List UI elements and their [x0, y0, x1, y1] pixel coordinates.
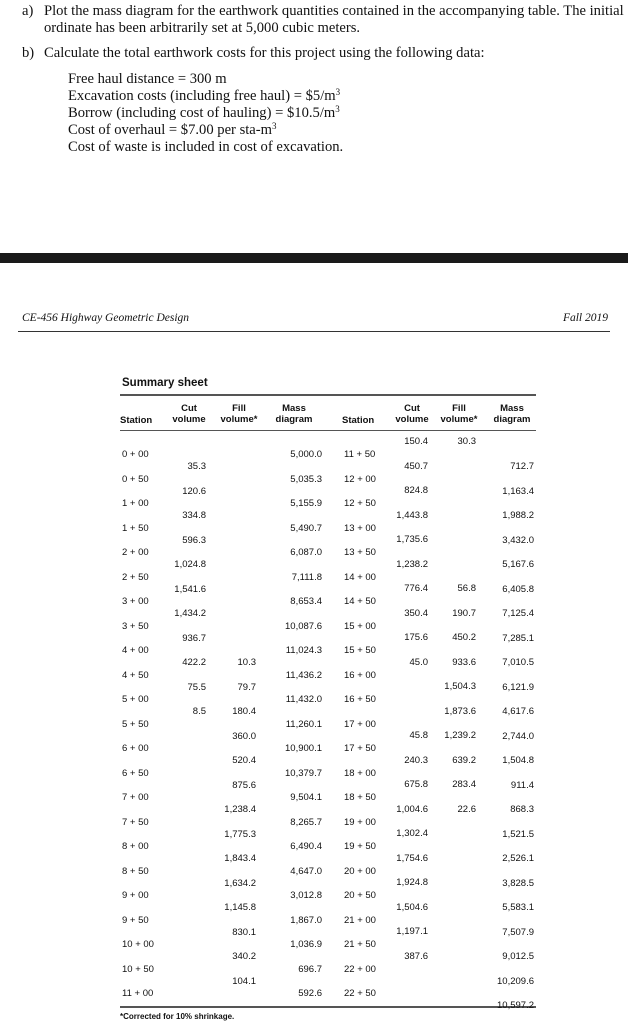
mass-right: 6,121.9: [502, 681, 534, 693]
summary-sheet-title: Summary sheet: [122, 377, 208, 389]
cost-data-text: Cost of overhaul = $7.00 per sta-m: [68, 122, 272, 138]
mass-right: 1,988.2: [502, 510, 534, 522]
cut-right: 45.8: [409, 730, 428, 741]
station-right: 17 + 00: [344, 718, 376, 730]
fill-left: 180.4: [232, 706, 256, 718]
mass-left: 5,035.3: [290, 473, 322, 485]
mass-left: 5,155.9: [290, 498, 322, 509]
mass-left: 10,087.6: [285, 620, 322, 632]
fill-right: 190.7: [452, 607, 476, 619]
station-left: 5 + 00: [122, 694, 149, 705]
mass-left: 1,867.0: [290, 914, 322, 926]
cut-right: 1,735.6: [396, 534, 428, 545]
station-left: 9 + 00: [122, 890, 149, 901]
station-left: 10 + 50: [122, 963, 154, 975]
cut-right: 1,302.4: [396, 828, 428, 839]
fill-right: 30.3: [457, 436, 476, 447]
mass-right: 9,012.5: [502, 951, 534, 963]
cut-left: 936.7: [182, 632, 206, 644]
page-divider-bar: [0, 253, 628, 263]
fill-left: 520.4: [232, 755, 256, 767]
station-right: 12 + 00: [344, 473, 376, 485]
station-left: 0 + 00: [122, 449, 149, 460]
mass-left: 8,265.7: [290, 816, 322, 828]
table-footnote: *Corrected for 10% shrinkage.: [120, 1012, 235, 1021]
station-left: 10 + 00: [122, 939, 154, 950]
mass-right: 10,597.2: [497, 1000, 534, 1012]
cut-right: 240.3: [404, 754, 428, 766]
mass-right: 2,744.0: [502, 730, 534, 742]
station-left: 8 + 00: [122, 841, 149, 852]
mass-left: 11,260.1: [285, 718, 322, 730]
cut-right: 675.8: [404, 779, 428, 790]
fill-right: 1,873.6: [444, 705, 476, 717]
station-left: 11 + 00: [122, 988, 154, 999]
station-left: 0 + 50: [122, 473, 149, 485]
station-right: 19 + 50: [344, 841, 376, 852]
header-cut-left-line1: Cut: [181, 403, 197, 414]
term-label: Fall 2019: [562, 312, 608, 324]
cut-right: 824.8: [404, 485, 428, 496]
cost-data-line: [68, 71, 343, 88]
station-right: 15 + 50: [344, 645, 376, 656]
station-left: 1 + 00: [122, 498, 149, 509]
fill-left: 830.1: [232, 926, 256, 938]
cost-data-text: Free haul distance = 300 m: [68, 71, 227, 87]
station-left: 3 + 00: [122, 596, 149, 607]
header-mass-left: [262, 403, 326, 425]
station-right: 14 + 50: [344, 596, 376, 607]
fill-left: 1,238.4: [224, 804, 256, 816]
mass-left: 5,000.0: [290, 449, 322, 460]
mass-left: 6,490.4: [290, 841, 322, 852]
mass-right: 2,526.1: [502, 853, 534, 865]
station-right: 22 + 50: [344, 988, 376, 999]
cut-right: 45.0: [409, 656, 428, 668]
cost-data-text: Borrow (including cost of hauling) = $10.5/m: [68, 105, 336, 121]
header-fill-left: [214, 403, 264, 425]
cut-left: 334.8: [182, 510, 206, 522]
mass-right: 6,405.8: [502, 583, 534, 595]
header-mass-left-line2: diagram: [275, 414, 313, 425]
mass-right: 712.7: [510, 461, 534, 473]
mass-left: 8,653.4: [290, 596, 322, 607]
fill-left: 1,145.8: [224, 902, 256, 914]
station-right: 15 + 00: [344, 620, 376, 632]
fill-right: 933.6: [452, 656, 476, 668]
mass-right: 5,583.1: [502, 902, 534, 914]
cost-data-line: [68, 122, 343, 139]
station-right: 13 + 00: [344, 522, 376, 534]
cost-data-list: [68, 71, 343, 156]
cost-data-line: [68, 88, 343, 105]
station-right: 16 + 50: [344, 694, 376, 705]
table-bottom-rule: [120, 1006, 536, 1008]
cut-right: 150.4: [404, 436, 428, 447]
cut-right: 776.4: [404, 583, 428, 594]
station-right: 21 + 00: [344, 914, 376, 926]
cut-right: 175.6: [404, 632, 428, 643]
fill-right: 639.2: [452, 754, 476, 766]
header-cut-right-line1: Cut: [404, 403, 420, 414]
fill-right: 450.2: [452, 632, 476, 643]
cut-left: 35.3: [187, 461, 206, 473]
station-left: 9 + 50: [122, 914, 149, 926]
header-cut-right: [390, 403, 434, 425]
cost-data-text: Cost of waste is included in cost of excavation.: [68, 139, 344, 155]
mass-left: 6,087.0: [290, 547, 322, 558]
station-left: 4 + 00: [122, 645, 149, 656]
mass-left: 3,012.8: [290, 890, 322, 901]
mass-left: 10,379.7: [285, 767, 322, 779]
station-right: 12 + 50: [344, 498, 376, 509]
cut-right: 1,924.8: [396, 877, 428, 888]
fill-left: 1,634.2: [224, 877, 256, 889]
cut-left: 1,434.2: [174, 608, 206, 620]
mass-right: 911.4: [510, 779, 534, 791]
header-fill-left-line1: Fill: [232, 403, 246, 414]
header-cut-left-line2: volume: [172, 414, 206, 425]
cut-right: 450.7: [404, 460, 428, 472]
header-cut-left: [164, 403, 214, 425]
mass-right: 10,209.6: [497, 975, 534, 987]
cut-right: 1,504.6: [396, 901, 428, 913]
cut-right: 1,443.8: [396, 509, 428, 521]
header-cut-right-line2: volume: [395, 414, 429, 425]
mass-left: 592.6: [298, 988, 322, 999]
header-mass-right: [488, 403, 536, 425]
cut-left: 75.5: [187, 681, 206, 693]
cost-data-superscript: 3: [272, 121, 277, 131]
cut-left: 1,024.8: [174, 559, 206, 571]
station-left: 5 + 50: [122, 718, 149, 730]
mass-left: 5,490.7: [290, 522, 322, 534]
station-left: 3 + 50: [122, 620, 149, 632]
mass-right: 7,507.9: [502, 926, 534, 938]
cut-right: 387.6: [404, 950, 428, 962]
station-right: 21 + 50: [344, 939, 376, 950]
mass-left: 696.7: [298, 963, 322, 975]
cost-data-line: [68, 105, 343, 122]
station-right: 18 + 00: [344, 767, 376, 779]
fill-left: 1,775.3: [224, 828, 256, 840]
mass-right: 1,504.8: [502, 755, 534, 767]
station-left: 8 + 50: [122, 865, 149, 877]
fill-right: 1,504.3: [444, 681, 476, 692]
mass-left: 1,036.9: [290, 939, 322, 950]
mass-right: 3,432.0: [502, 534, 534, 546]
mass-right: 5,167.6: [502, 559, 534, 571]
cut-left: 120.6: [182, 485, 206, 497]
cut-right: 350.4: [404, 607, 428, 619]
mass-left: 11,432.0: [285, 694, 322, 705]
fill-right: 22.6: [457, 803, 476, 815]
mass-right: 3,828.5: [502, 877, 534, 889]
fill-left: 1,843.4: [224, 853, 256, 865]
fill-left: 104.1: [232, 975, 256, 987]
cut-left: 596.3: [182, 534, 206, 546]
cut-left: 8.5: [192, 706, 206, 718]
part-b-text: Calculate the total earthwork costs for this project using the following data:: [44, 45, 485, 61]
station-right: 20 + 50: [344, 890, 376, 901]
cut-right: 1,754.6: [396, 852, 428, 864]
station-right: 11 + 50: [344, 449, 376, 460]
station-left: 7 + 00: [122, 792, 149, 803]
station-right: 22 + 00: [344, 963, 376, 975]
part-b-label: b): [22, 45, 35, 61]
cut-right: 1,197.1: [396, 926, 428, 937]
header-fill-right-line1: Fill: [452, 403, 466, 414]
part-a-text: Plot the mass diagram for the earthwork quantities contained in the accompanying table. The initial ordinate has been arbitrarily set at 5,000 cubic meters.: [44, 3, 624, 36]
mass-right: 1,163.4: [502, 485, 534, 497]
header-fill-right: [434, 403, 484, 425]
mass-left: 9,504.1: [290, 792, 322, 803]
cost-data-superscript: 3: [335, 104, 340, 114]
fill-left: 79.7: [237, 681, 256, 693]
cost-data-superscript: 3: [335, 87, 341, 97]
mass-left: 11,436.2: [285, 669, 322, 681]
cut-right: 1,238.2: [396, 558, 428, 570]
cut-left: 422.2: [182, 657, 206, 669]
mass-left: 11,024.3: [285, 645, 322, 656]
station-right: 20 + 00: [344, 865, 376, 877]
station-right: 13 + 50: [344, 547, 376, 558]
mass-left: 4,647.0: [290, 865, 322, 877]
header-rule: [18, 331, 610, 332]
header-mass-right-line2: diagram: [493, 414, 531, 425]
fill-right: 283.4: [452, 779, 476, 790]
cost-data-text: Excavation costs (including free haul) = $5/m: [68, 88, 336, 104]
header-mass-right-line1: Mass: [500, 403, 524, 414]
fill-left: 360.0: [232, 730, 256, 742]
station-right: 16 + 00: [344, 669, 376, 681]
station-right: 17 + 50: [344, 743, 376, 754]
station-left: 2 + 50: [122, 571, 149, 583]
cut-right: 1,004.6: [396, 803, 428, 815]
course-title: CE-456 Highway Geometric Design: [22, 312, 190, 324]
part-a-label: a): [22, 3, 34, 19]
cost-data-line: [68, 139, 343, 156]
mass-left: 10,900.1: [285, 743, 322, 754]
station-right: 18 + 50: [344, 792, 376, 803]
station-left: 1 + 50: [122, 522, 149, 534]
mass-right: 7,125.4: [502, 608, 534, 620]
cut-left: 1,541.6: [174, 583, 206, 595]
table-header-rule: [120, 430, 536, 431]
station-right: 19 + 00: [344, 816, 376, 828]
station-left: 7 + 50: [122, 816, 149, 828]
mass-right: 1,521.5: [502, 828, 534, 840]
station-left: 4 + 50: [122, 669, 149, 681]
fill-left: 875.6: [232, 779, 256, 791]
header-fill-left-line2: volume*: [220, 414, 258, 425]
header-station-left: Station: [120, 415, 153, 426]
header-station-right: Station: [342, 415, 375, 426]
header-fill-right-line2: volume*: [440, 414, 478, 425]
mass-left: 7,111.8: [291, 571, 322, 583]
table-top-rule: [120, 394, 536, 396]
mass-right: 868.3: [510, 804, 534, 816]
fill-left: 10.3: [237, 657, 256, 669]
mass-right: 7,285.1: [502, 632, 534, 644]
fill-left: 340.2: [232, 951, 256, 963]
fill-right: 1,239.2: [444, 730, 476, 741]
fill-right: 56.8: [457, 583, 476, 594]
station-right: 14 + 00: [344, 571, 376, 583]
station-left: 6 + 00: [122, 743, 149, 754]
station-left: 2 + 00: [122, 547, 149, 558]
mass-right: 4,617.6: [502, 706, 534, 718]
mass-right: 7,010.5: [502, 657, 534, 669]
header-mass-left-line1: Mass: [282, 403, 306, 414]
station-left: 6 + 50: [122, 767, 149, 779]
